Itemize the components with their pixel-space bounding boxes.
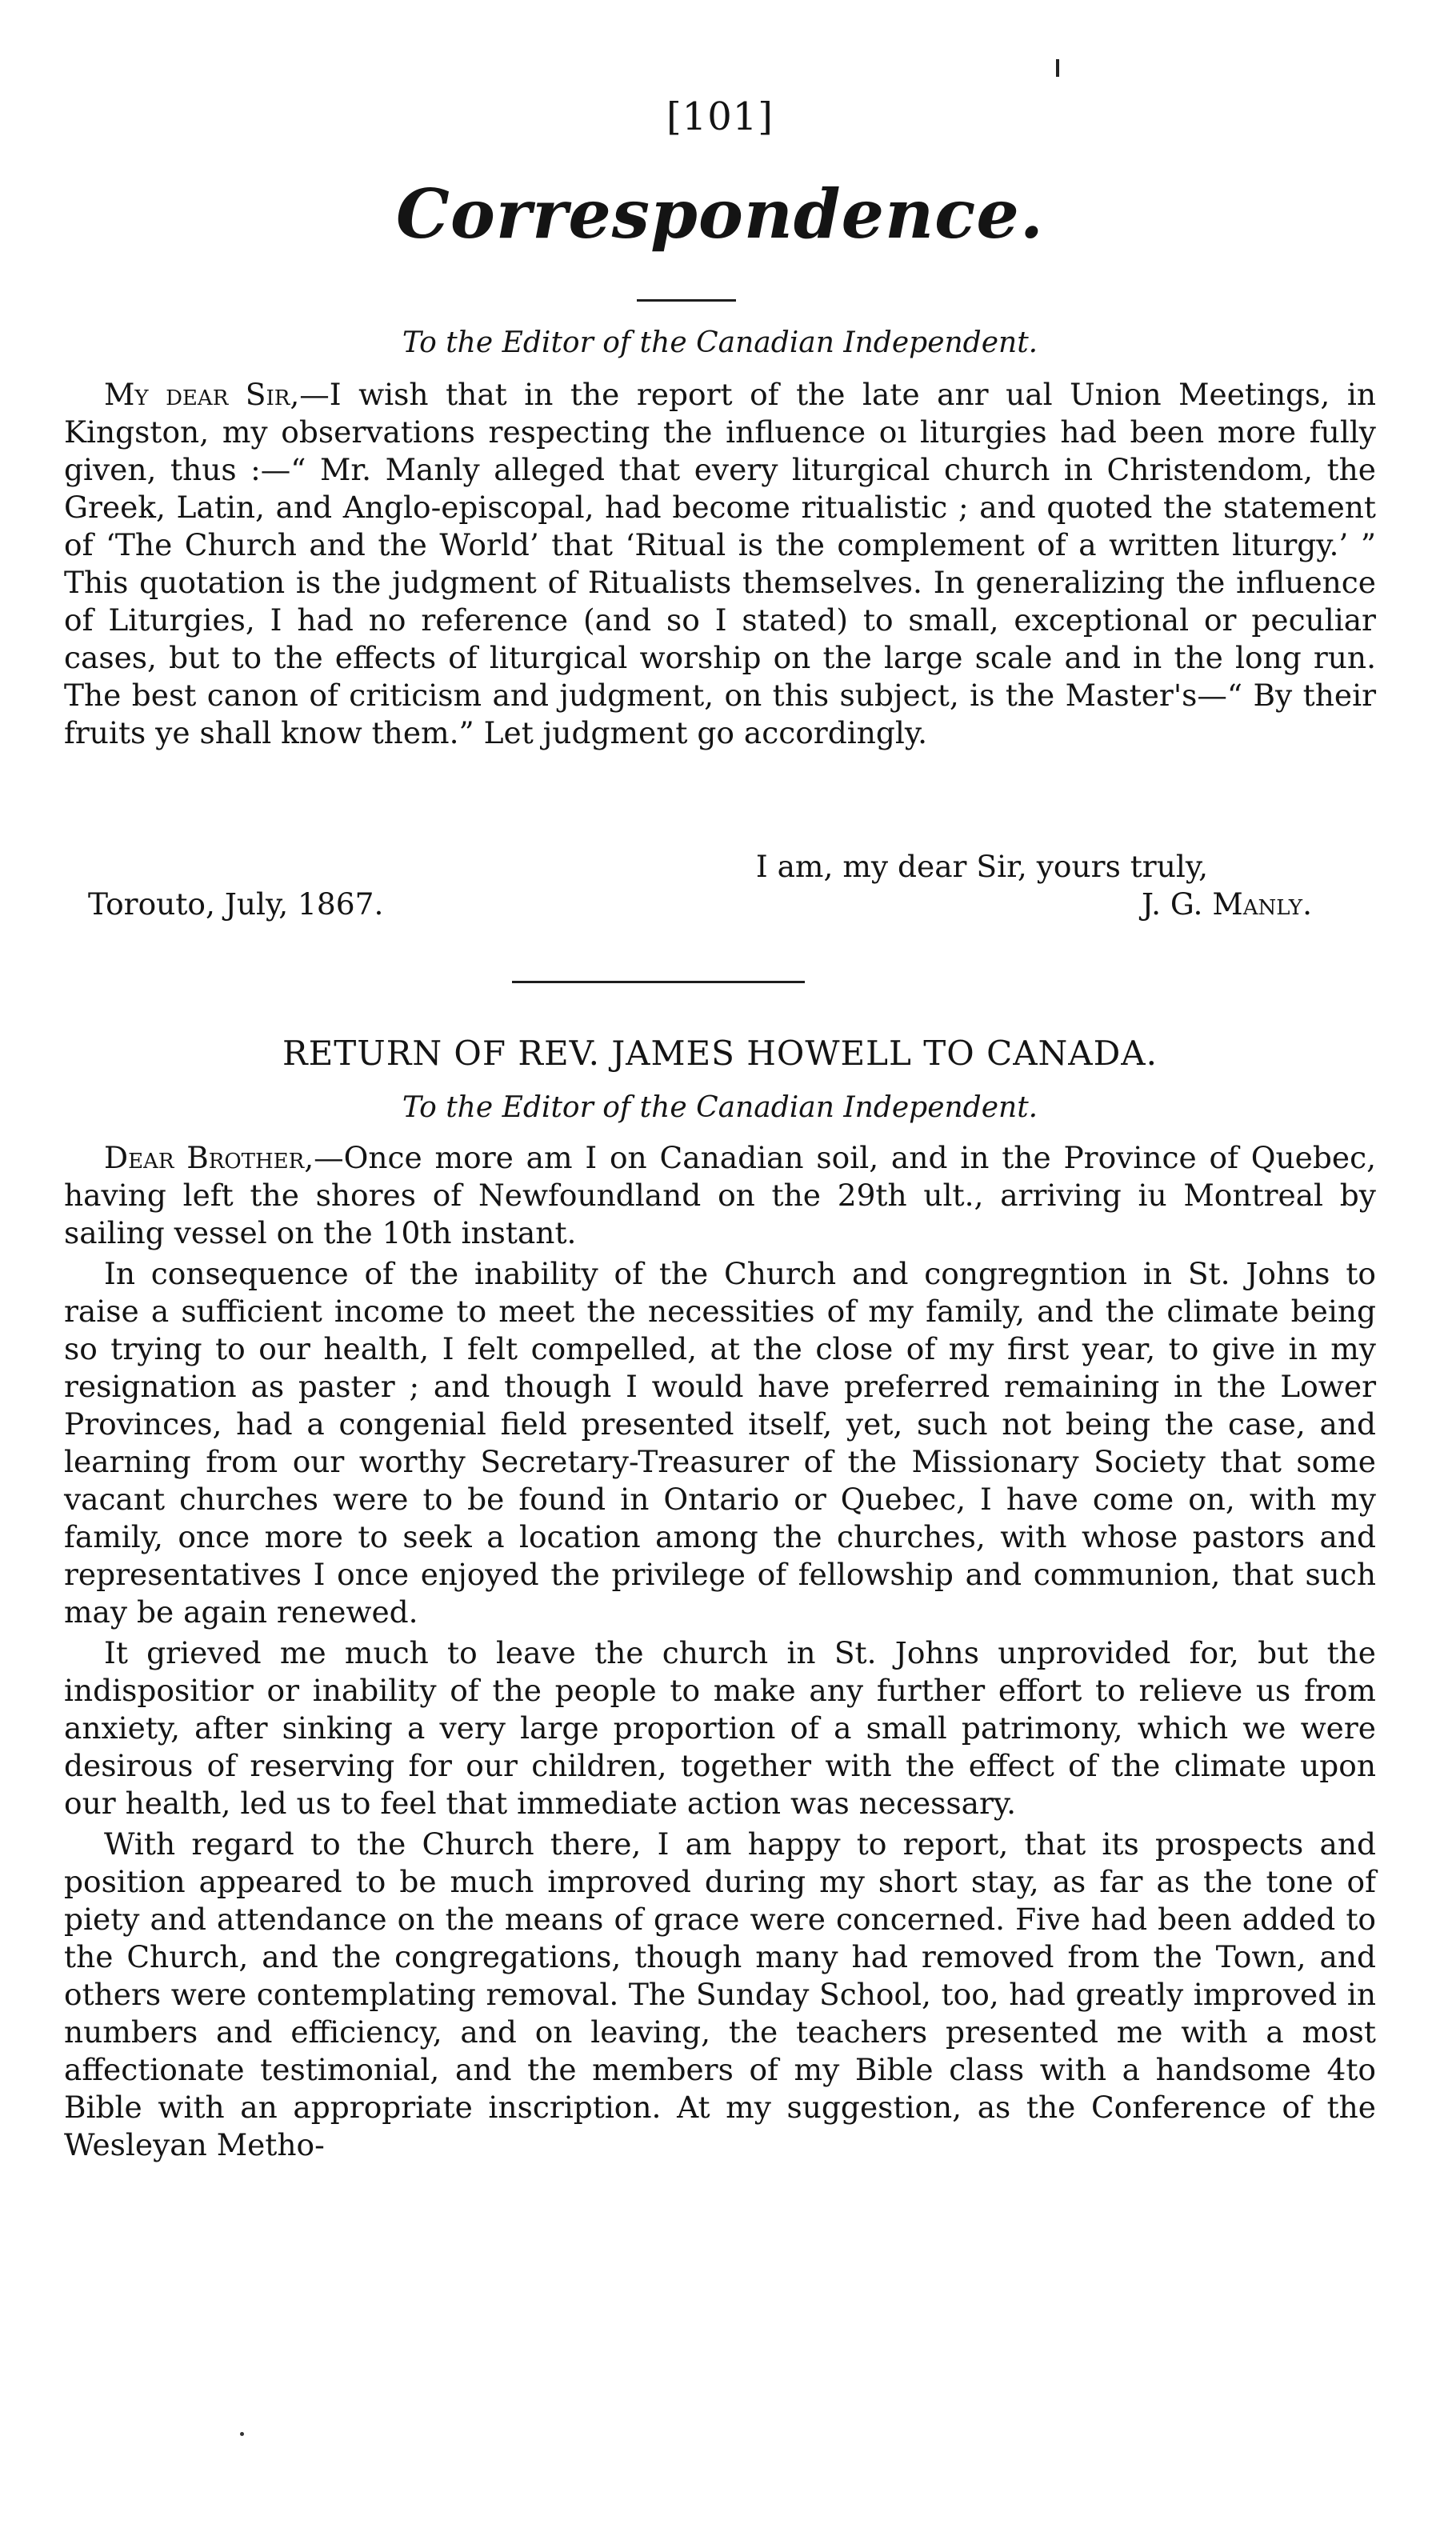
page-speck <box>240 2432 244 2436</box>
letter1-address: To the Editor of the Canadian Independent. <box>402 326 1038 359</box>
letter2-paragraph-2: In consequence of the inability of the Church and congregntion in St. Johns to raise a sufficient income to meet the necessities of my family, and the climate being so trying to our health, I felt compelled, at the close of my first year, to give in my resignation as paster ; and though I would have preferred remaining in the Lower Provinces, had a congenial field presented itself, yet, such not being the case, and learning from our worthy Secretary-Treasurer of the Missionary Society that some vacant churches were to be found in Ontario or Quebec, I have come on, with my family, once more to seek a location among the churches, with whose pastors and representatives I once enjoyed the privilege of fellowship and communion, that such may be again renewed. <box>64 1256 1376 1630</box>
letter2-address: To the Editor of the Canadian Independent. <box>402 1091 1038 1124</box>
letter1-sign-row <box>64 886 1376 926</box>
letter1-closing: I am, my dear Sir, yours truly, <box>755 849 1208 884</box>
letter1-salutation: My dear Sir, <box>104 377 300 412</box>
letter1-signature: J. G. Manly. <box>1141 886 1312 922</box>
letter2-body <box>64 1139 1376 2164</box>
letter2-paragraph-3: It grieved me much to leave the church in St. Johns unprovided for, but the indispositior or inability of the people to make any further effort to relieve us from anxiety, after sinking a very large proportion of a small patrimony, which we were desirous of reserving for our children, together with the effect of the climate upon our health, led us to feel that immediate action was necessary. <box>64 1635 1376 1821</box>
letter2-paragraph-4: With regard to the Church there, I am happy to report, that its prospects and position appeared to be much improved during my short stay, as far as the tone of piety and attendance on the means of grace were concerned. Five had been added to the Church, and the congregations, though many had removed from the Town, and others were contemplating removal. The Sunday School, too, had greatly improved in numbers and efficiency, and on leaving, the teachers presented me with a most affectionate testimonial, and the members of my Bible class with a handsome 4to Bible with an appropriate inscription. At my suggestion, as the Conference of the Wesleyan Metho- <box>64 1826 1376 2162</box>
letter2-salutation: Dear Brother, <box>104 1140 314 1175</box>
margin-mark <box>1056 59 1059 77</box>
section-heading: Correspondence. <box>395 174 1045 254</box>
letter2-headline: RETURN OF REV. JAMES HOWELL TO CANADA. <box>282 1034 1158 1073</box>
letter1-body <box>64 376 1376 752</box>
section-divider-rule <box>512 981 805 983</box>
letter1-closing-block <box>64 848 1376 926</box>
letter2-paragraph-1-text: —Once more am I on Canadian soil, and in the Province of Quebec, having left the shores of Newfoundland on the 29th ult., arriving iu Montreal by sailing vessel on the 10th instant. <box>64 1140 1376 1250</box>
letter2-paragraph-1 <box>64 1139 1376 1252</box>
letter1-body-text: —I wish that in the report of the late anr ual Union Meetings, in Kingston, my observations respecting the influence oı liturgies had been more fully given, thus :—“ Mr. Manly alleged that every liturgical church in Christendom, the Greek, Latin, and Anglo-episcopal, had become ritualistic ; and quoted the statement of ‘The Church and the World’ that ‘Ritual is the complement of a written liturgy.’ ” This quotation is the judgment of Ritualists themselves. In generalizing the influence of Liturgies, I had no reference (and so I stated) to small, exceptional or peculiar cases, but to the effects of liturgical worship on the large scale and in the long run. The best canon of criticism and judgment, on this subject, is the Master's—“ By their fruits ye shall know them.” Let judgment go accordingly. <box>64 377 1376 750</box>
letter1-place-date: Torouto, July, 1867. <box>88 886 384 922</box>
heading-rule <box>637 299 736 302</box>
page-number: [101] <box>666 94 774 139</box>
document-page <box>64 0 1376 2536</box>
